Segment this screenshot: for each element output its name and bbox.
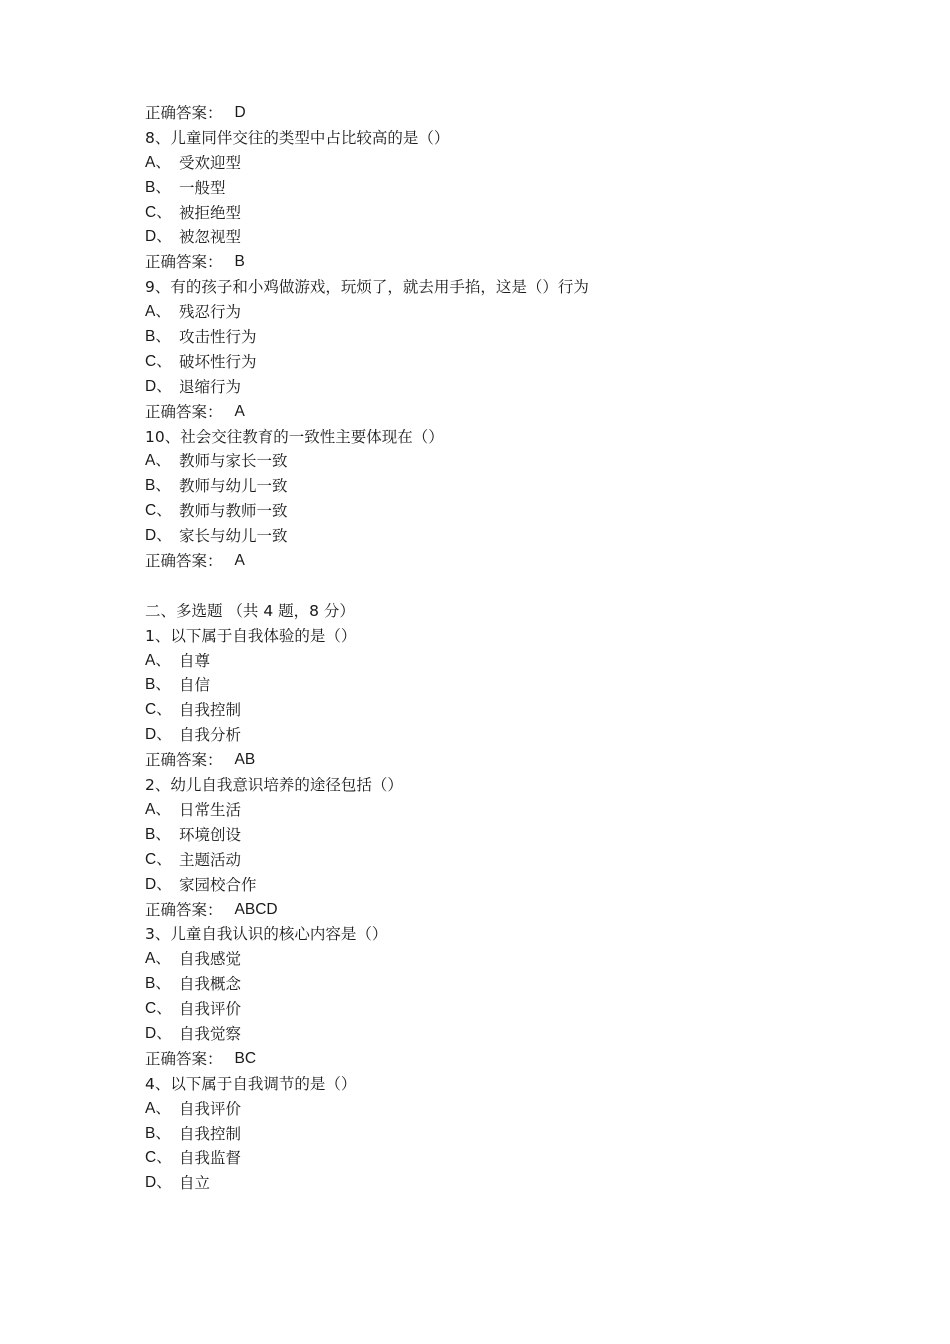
option-line	[145, 798, 845, 823]
option-letter: B、	[145, 328, 171, 346]
option-text: 教师与家长一致	[179, 452, 288, 471]
document-page	[145, 101, 845, 1196]
correct-answer-value: D	[234, 104, 246, 121]
option-line	[145, 723, 845, 748]
option-line	[145, 449, 845, 474]
option-text: 被拒绝型	[179, 203, 242, 222]
option-line	[145, 375, 845, 400]
correct-answer-label: 正确答案：	[145, 552, 223, 571]
correct-answer-value: A	[234, 402, 245, 420]
question-text: 2、幼儿自我意识培养的途径包括（）	[145, 776, 403, 795]
correct-answer-label: 正确答案：	[145, 900, 223, 919]
option-text: 自我监督	[179, 1149, 242, 1168]
question-text: 1、以下属于自我体验的是（）	[145, 626, 357, 645]
option-line	[145, 649, 845, 674]
correct-answer-label: 正确答案：	[145, 402, 223, 421]
option-text: 自我概念	[179, 975, 242, 994]
option-text: 被忽视型	[179, 228, 242, 247]
option-line	[145, 1122, 845, 1147]
option-line	[145, 1171, 845, 1196]
option-text: 自我控制	[179, 1124, 242, 1143]
option-letter: A、	[145, 651, 171, 669]
option-text: 自尊	[179, 651, 211, 670]
option-line	[145, 848, 845, 873]
option-line	[145, 225, 845, 250]
option-line	[145, 201, 845, 226]
option-letter: B、	[145, 178, 171, 196]
option-letter: C、	[145, 1149, 172, 1167]
option-line	[145, 151, 845, 176]
correct-answer-line	[145, 1047, 845, 1072]
question-text: 8、儿童同伴交往的类型中占比较高的是（）	[145, 128, 450, 147]
section-heading: 二、多选题 （共 4 题，8 分）	[145, 601, 355, 620]
option-letter: D、	[145, 726, 172, 744]
option-line	[145, 823, 845, 848]
option-line	[145, 1022, 845, 1047]
option-letter: C、	[145, 352, 172, 370]
option-letter: B、	[145, 975, 171, 993]
option-letter: C、	[145, 1000, 172, 1018]
correct-answer-line	[145, 549, 845, 574]
option-text: 主题活动	[179, 850, 242, 869]
option-line	[145, 698, 845, 723]
correct-answer-label: 正确答案：	[145, 104, 223, 122]
option-letter: C、	[145, 850, 172, 868]
option-letter: A、	[145, 800, 171, 818]
option-letter: D、	[145, 1024, 172, 1042]
question-block-single-choice	[145, 101, 845, 574]
option-letter: C、	[145, 701, 172, 719]
option-text: 自我控制	[179, 701, 242, 720]
option-letter: A、	[145, 303, 171, 321]
option-text: 自我评价	[179, 1000, 242, 1019]
correct-answer-label: 正确答案：	[145, 253, 223, 272]
option-letter: B、	[145, 1124, 171, 1142]
option-text: 受欢迎型	[179, 153, 242, 172]
option-line	[145, 474, 845, 499]
correct-answer-line	[145, 101, 845, 126]
option-letter: D、	[145, 228, 172, 246]
correct-answer-value: A	[234, 552, 245, 570]
correct-answer-label: 正确答案：	[145, 751, 223, 770]
correct-answer-line	[145, 250, 845, 275]
option-letter: B、	[145, 676, 171, 694]
option-letter: C、	[145, 203, 172, 221]
correct-answer-line	[145, 400, 845, 425]
option-line	[145, 350, 845, 375]
option-text: 自我评价	[179, 1099, 242, 1118]
correct-answer-value: B	[234, 253, 245, 271]
option-line	[145, 972, 845, 997]
option-text: 攻击性行为	[179, 328, 257, 347]
correct-answer-label: 正确答案：	[145, 1049, 223, 1068]
option-letter: B、	[145, 825, 171, 843]
option-line	[145, 524, 845, 549]
blank-line	[145, 574, 845, 599]
option-text: 残忍行为	[179, 303, 242, 322]
option-letter: A、	[145, 1099, 171, 1117]
option-text: 环境创设	[179, 825, 242, 844]
option-letter: B、	[145, 477, 171, 495]
option-text: 破坏性行为	[179, 352, 257, 371]
option-text: 日常生活	[179, 800, 242, 819]
option-line	[145, 947, 845, 972]
correct-answer-line	[145, 748, 845, 773]
option-line	[145, 873, 845, 898]
option-letter: A、	[145, 452, 171, 470]
correct-answer-value: AB	[234, 751, 256, 769]
option-letter: C、	[145, 502, 172, 520]
option-text: 退缩行为	[179, 377, 242, 396]
option-text: 自我感觉	[179, 950, 242, 969]
option-line	[145, 176, 845, 201]
option-line	[145, 499, 845, 524]
option-line	[145, 673, 845, 698]
correct-answer-value: BC	[234, 1049, 257, 1067]
option-letter: D、	[145, 527, 172, 545]
option-letter: A、	[145, 950, 171, 968]
question-block-multi-choice	[145, 624, 845, 1196]
correct-answer-line	[145, 898, 845, 923]
option-letter: A、	[145, 153, 171, 171]
option-text: 家园校合作	[179, 875, 257, 894]
option-letter: D、	[145, 1174, 172, 1192]
option-text: 自我分析	[179, 726, 242, 745]
option-line	[145, 997, 845, 1022]
option-text: 自我觉察	[179, 1024, 242, 1043]
option-text: 家长与幼儿一致	[179, 527, 288, 546]
question-text: 10、社会交往教育的一致性主要体现在（）	[145, 427, 444, 446]
option-line	[145, 300, 845, 325]
option-letter: D、	[145, 875, 172, 893]
correct-answer-value: ABCD	[234, 900, 278, 918]
option-line	[145, 1146, 845, 1171]
question-text: 9、有的孩子和小鸡做游戏，玩烦了，就去用手掐，这是（）行为	[145, 278, 589, 297]
option-text: 自信	[179, 676, 211, 695]
option-line	[145, 1097, 845, 1122]
option-text: 教师与幼儿一致	[179, 477, 288, 496]
question-text: 3、儿童自我认识的核心内容是（）	[145, 925, 388, 944]
option-text: 一般型	[179, 178, 226, 197]
option-text: 自立	[179, 1174, 211, 1193]
question-text: 4、以下属于自我调节的是（）	[145, 1074, 357, 1093]
option-text: 教师与教师一致	[179, 502, 288, 521]
option-letter: D、	[145, 377, 172, 395]
option-line	[145, 325, 845, 350]
